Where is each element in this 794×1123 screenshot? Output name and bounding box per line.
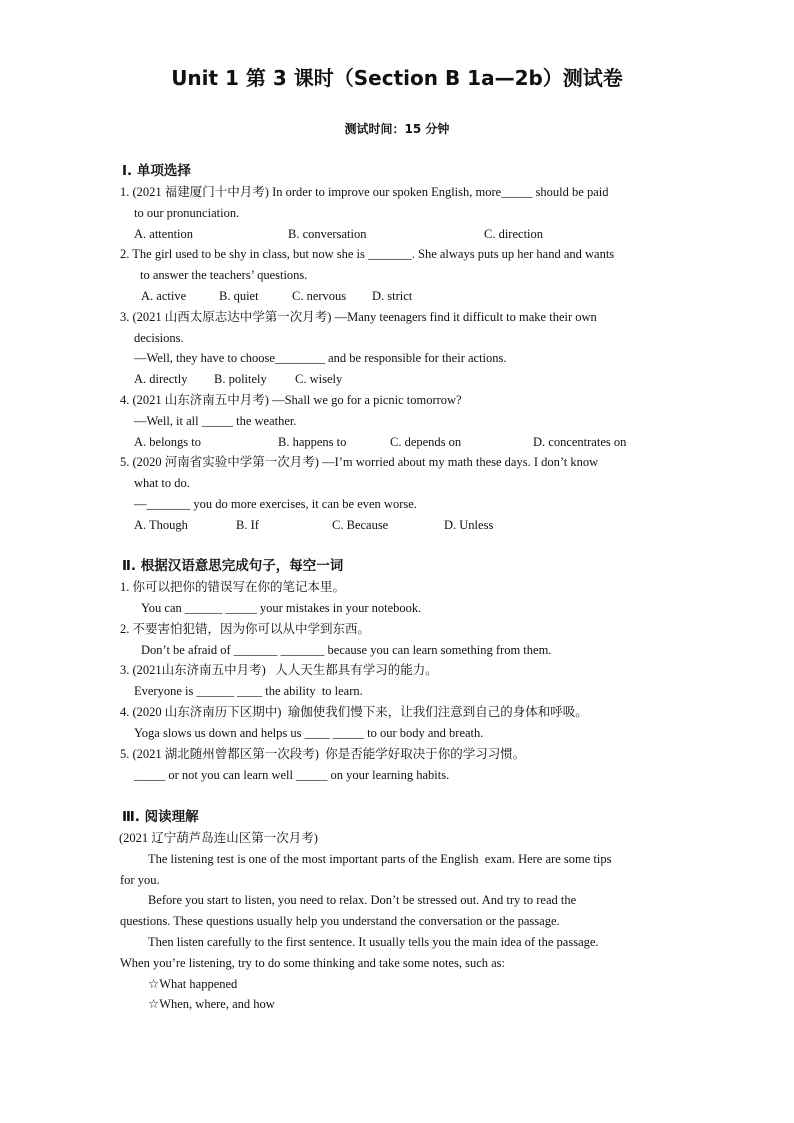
section-2-heading: Ⅱ. 根据汉语意思完成句子，每空一词 (122, 558, 344, 574)
section-3-heading: Ⅲ. 阅读理解 (122, 809, 199, 825)
translation-4-cn: 4. (2020 山东济南历下区期中) 瑜伽使我们慢下来，让我们注意到自己的身体和呼吸。 (120, 705, 588, 719)
q5-reply: —_______ you do more exercises, it can be even worse. (134, 497, 417, 511)
q2-option-b: B. quiet (219, 289, 259, 303)
q3-option-a: A. directly (134, 372, 188, 386)
reading-line-5: Then listen carefully to the first sentence. It usually tells you the main idea of the passage. (148, 935, 599, 949)
page-title: Unit 1 第 3 课时（Section B 1a—2b）测试卷 (171, 66, 623, 90)
translation-3-cn: 3. (2021山东济南五中月考) 人人天生都具有学习的能力。 (120, 663, 438, 677)
q5-stem: 5. (2020 河南省实验中学第一次月考) —I’m worried about my math these days. I don’t know (120, 455, 599, 469)
q1-stem-cont: to our pronunciation. (134, 206, 240, 220)
translation-3-en: Everyone is ______ ____ the ability to learn. (134, 684, 363, 698)
q3-option-b: B. politely (214, 372, 267, 386)
translation-4-en: Yoga slows us down and helps us ____ _____ to our body and breath. (134, 726, 484, 740)
q1-option-b: B. conversation (288, 227, 367, 241)
reading-line-1: The listening test is one of the most important parts of the English exam. Here are some tips (148, 852, 612, 866)
q3-option-c: C. wisely (295, 372, 343, 386)
q2-option-a: A. active (141, 289, 187, 303)
q4-reply: —Well, it all _____ the weather. (134, 414, 297, 428)
q1-option-a: A. attention (134, 227, 194, 241)
q4-option-d: D. concentrates on (533, 435, 627, 449)
q5-option-b: B. If (236, 518, 259, 532)
q3-reply: —Well, they have to choose________ and be responsible for their actions. (134, 351, 507, 365)
reading-bullet-2: ☆When, where, and how (148, 997, 275, 1011)
reading-line-6: When you’re listening, try to do some thinking and take some notes, such as: (120, 956, 505, 970)
translation-1-cn: 1. 你可以把你的错误写在你的笔记本里。 (120, 580, 346, 594)
q4-option-c: C. depends on (390, 435, 462, 449)
reading-bullet-1: ☆What happened (148, 977, 238, 991)
q5-option-c: C. Because (332, 518, 389, 532)
q5-option-d: D. Unless (444, 518, 494, 532)
translation-5-cn: 5. (2021 湖北随州曾都区第一次段考) 你是否能学好取决于你的学习习惯。 (120, 747, 526, 761)
q2-option-c: C. nervous (292, 289, 347, 303)
q2-stem: 2. The girl used to be shy in class, but now she is _______. She always puts up her hand and wants (120, 247, 615, 261)
reading-line-2: for you. (120, 873, 160, 887)
q4-option-b: B. happens to (278, 435, 347, 449)
translation-1-en: You can ______ _____ your mistakes in your notebook. (141, 601, 422, 615)
q1-option-c: C. direction (484, 227, 544, 241)
q4-option-a: A. belongs to (134, 435, 202, 449)
q4-stem: 4. (2021 山东济南五中月考) —Shall we go for a picnic tomorrow? (120, 393, 462, 407)
q2-stem-cont: to answer the teachers’ questions. (140, 268, 308, 282)
section-1-heading: Ⅰ. 单项选择 (122, 163, 191, 179)
q2-option-d: D. strict (372, 289, 413, 303)
translation-5-en: _____ or not you can learn well _____ on your learning habits. (134, 768, 450, 782)
translation-2-cn: 2. 不要害怕犯错，因为你可以从中学到东西。 (120, 622, 371, 636)
q5-stem-cont: what to do. (134, 476, 190, 490)
q3-stem-cont: decisions. (134, 331, 184, 345)
q5-option-a: A. Though (134, 518, 188, 532)
translation-2-en: Don’t be afraid of _______ _______ because you can learn something from them. (141, 643, 552, 657)
reading-line-3: Before you start to listen, you need to relax. Don’t be stressed out. And try to read the (148, 893, 577, 907)
q3-stem: 3. (2021 山西太原志达中学第一次月考) —Many teenagers find it difficult to make their own (120, 310, 597, 324)
q1-stem: 1. (2021 福建厦门十中月考) In order to improve our spoken English, more_____ should be paid (120, 185, 609, 199)
test-time: 测试时间：15 分钟 (344, 122, 450, 136)
reading-source: (2021 辽宁葫芦岛连山区第一次月考) (119, 831, 318, 845)
reading-line-4: questions. These questions usually help you understand the conversation or the passage. (120, 914, 560, 928)
